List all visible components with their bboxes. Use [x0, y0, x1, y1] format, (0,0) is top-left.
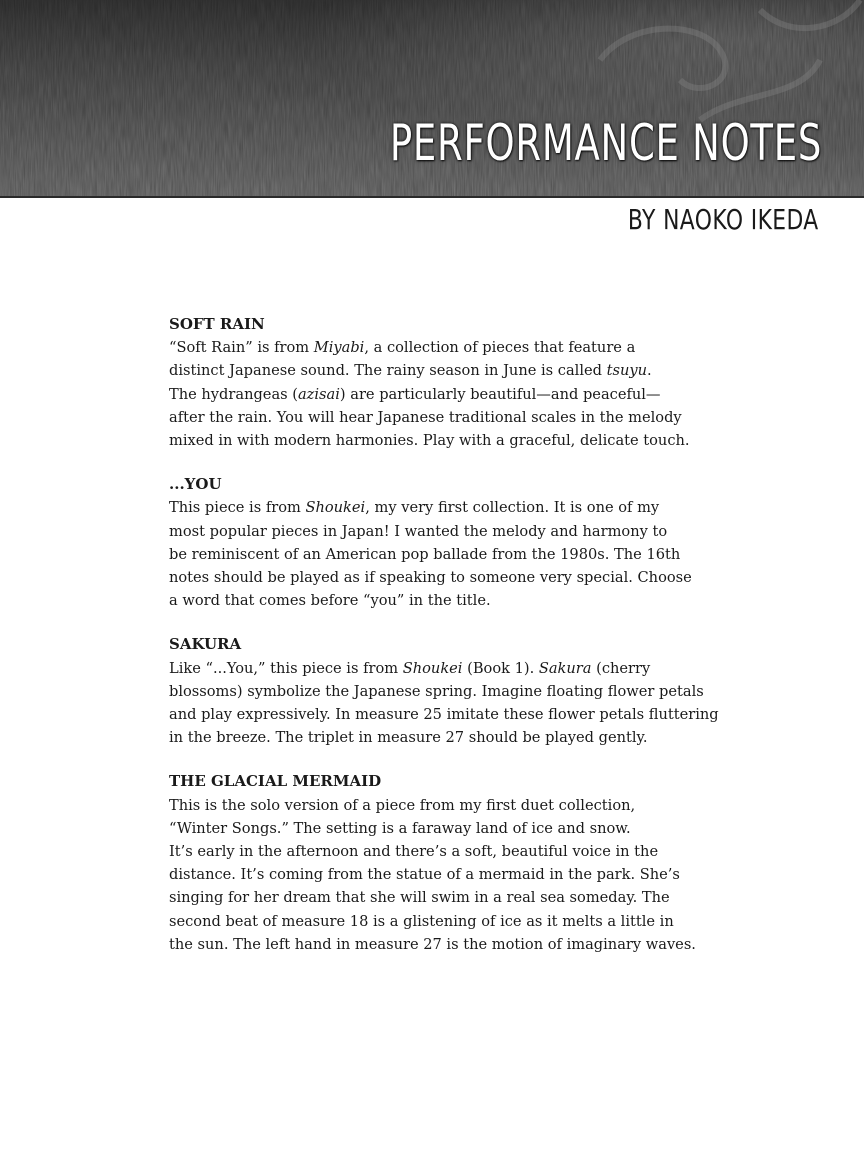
body-line — [169, 496, 709, 519]
text-run: distinct Japanese sound. The rainy season in June is called — [169, 362, 607, 380]
note-section — [169, 633, 719, 749]
text-run: and play expressively. In measure 25 imitate these flower petals fluttering — [169, 706, 719, 724]
note-section — [169, 473, 709, 612]
italic-term: Miyabi — [313, 339, 365, 357]
body-line — [169, 680, 709, 703]
text-run: second beat of measure 18 is a glistening of ice as it melts a little in — [169, 912, 674, 930]
note-section — [169, 313, 709, 452]
text-run: This is the solo version of a piece from my first duet collection, — [169, 796, 636, 814]
section-body — [169, 336, 709, 452]
author-byline: BY NAOKO IKEDA — [628, 203, 819, 236]
section-heading: SAKURA — [169, 635, 242, 654]
text-run: . — [647, 362, 652, 380]
body-line — [169, 910, 709, 933]
section-heading: SOFT RAIN — [169, 315, 265, 333]
body-line — [169, 933, 709, 956]
text-run: “Soft Rain” is from — [169, 339, 314, 357]
text-run: (Book 1). — [462, 659, 539, 677]
italic-term: Sakura — [538, 659, 592, 677]
text-run: The hydrangeas ( — [169, 385, 298, 403]
body-line — [169, 520, 709, 543]
text-run: blossoms) symbolize the Japanese spring. Imagine floating flower petals — [169, 682, 704, 700]
section-body — [169, 496, 709, 612]
text-run: most popular pieces in Japan! I wanted the melody and harmony to — [169, 522, 668, 540]
text-run: ) are particularly beautiful—and peaceful— — [339, 385, 661, 403]
text-run: This piece is from — [169, 499, 306, 517]
page-title: PERFORMANCE NOTES — [389, 114, 822, 172]
text-run: mixed in with modern harmonies. Play with a graceful, delicate touch. — [169, 432, 690, 450]
text-run: singing for her dream that she will swim in a real sea someday. The — [169, 889, 670, 907]
section-heading: ...YOU — [169, 475, 222, 494]
text-run: Like “...You,” this piece is from — [169, 659, 403, 677]
body-line — [169, 794, 709, 817]
body-line — [169, 359, 709, 382]
italic-term: Shoukei — [305, 499, 366, 517]
body-line — [169, 383, 709, 406]
notes-content — [169, 313, 719, 977]
body-line — [169, 566, 709, 589]
body-line — [169, 543, 709, 566]
header-banner — [0, 0, 864, 197]
body-line — [169, 336, 709, 359]
body-line — [169, 406, 709, 429]
body-line — [169, 589, 709, 612]
body-line — [169, 840, 709, 863]
body-line — [169, 817, 709, 840]
text-run: be reminiscent of an American pop ballade from the 1980s. The 16th — [169, 545, 681, 563]
text-run: , a collection of pieces that feature a — [364, 339, 636, 357]
body-line — [169, 429, 709, 452]
note-section — [169, 770, 709, 956]
body-line — [169, 657, 709, 680]
section-body — [169, 794, 709, 956]
italic-term: Shoukei — [402, 659, 463, 677]
text-run: in the breeze. The triplet in measure 27 should be played gently. — [169, 729, 648, 747]
text-run: “Winter Songs.” The setting is a faraway land of ice and snow. — [169, 819, 631, 837]
text-run: after the rain. You will hear Japanese traditional scales in the melody — [169, 408, 682, 426]
italic-term: azisai — [297, 385, 340, 403]
italic-term: tsuyu — [606, 362, 648, 380]
text-run: a word that comes before “you” in the title. — [169, 592, 491, 610]
section-body — [169, 657, 719, 750]
text-run: distance. It’s coming from the statue of a mermaid in the park. She’s — [169, 866, 680, 884]
body-line — [169, 703, 719, 726]
body-line — [169, 863, 709, 886]
body-line — [169, 726, 709, 749]
text-run: , my very first collection. It is one of my — [365, 499, 660, 517]
header-divider — [0, 196, 864, 198]
text-run: the sun. The left hand in measure 27 is the motion of imaginary waves. — [169, 935, 696, 953]
text-run: notes should be played as if speaking to someone very special. Choose — [169, 569, 692, 587]
body-line — [169, 886, 709, 909]
section-heading: THE GLACIAL MERMAID — [169, 772, 382, 791]
text-run: It’s early in the afternoon and there’s a soft, beautiful voice in the — [169, 843, 659, 861]
text-run: (cherry — [591, 659, 651, 677]
